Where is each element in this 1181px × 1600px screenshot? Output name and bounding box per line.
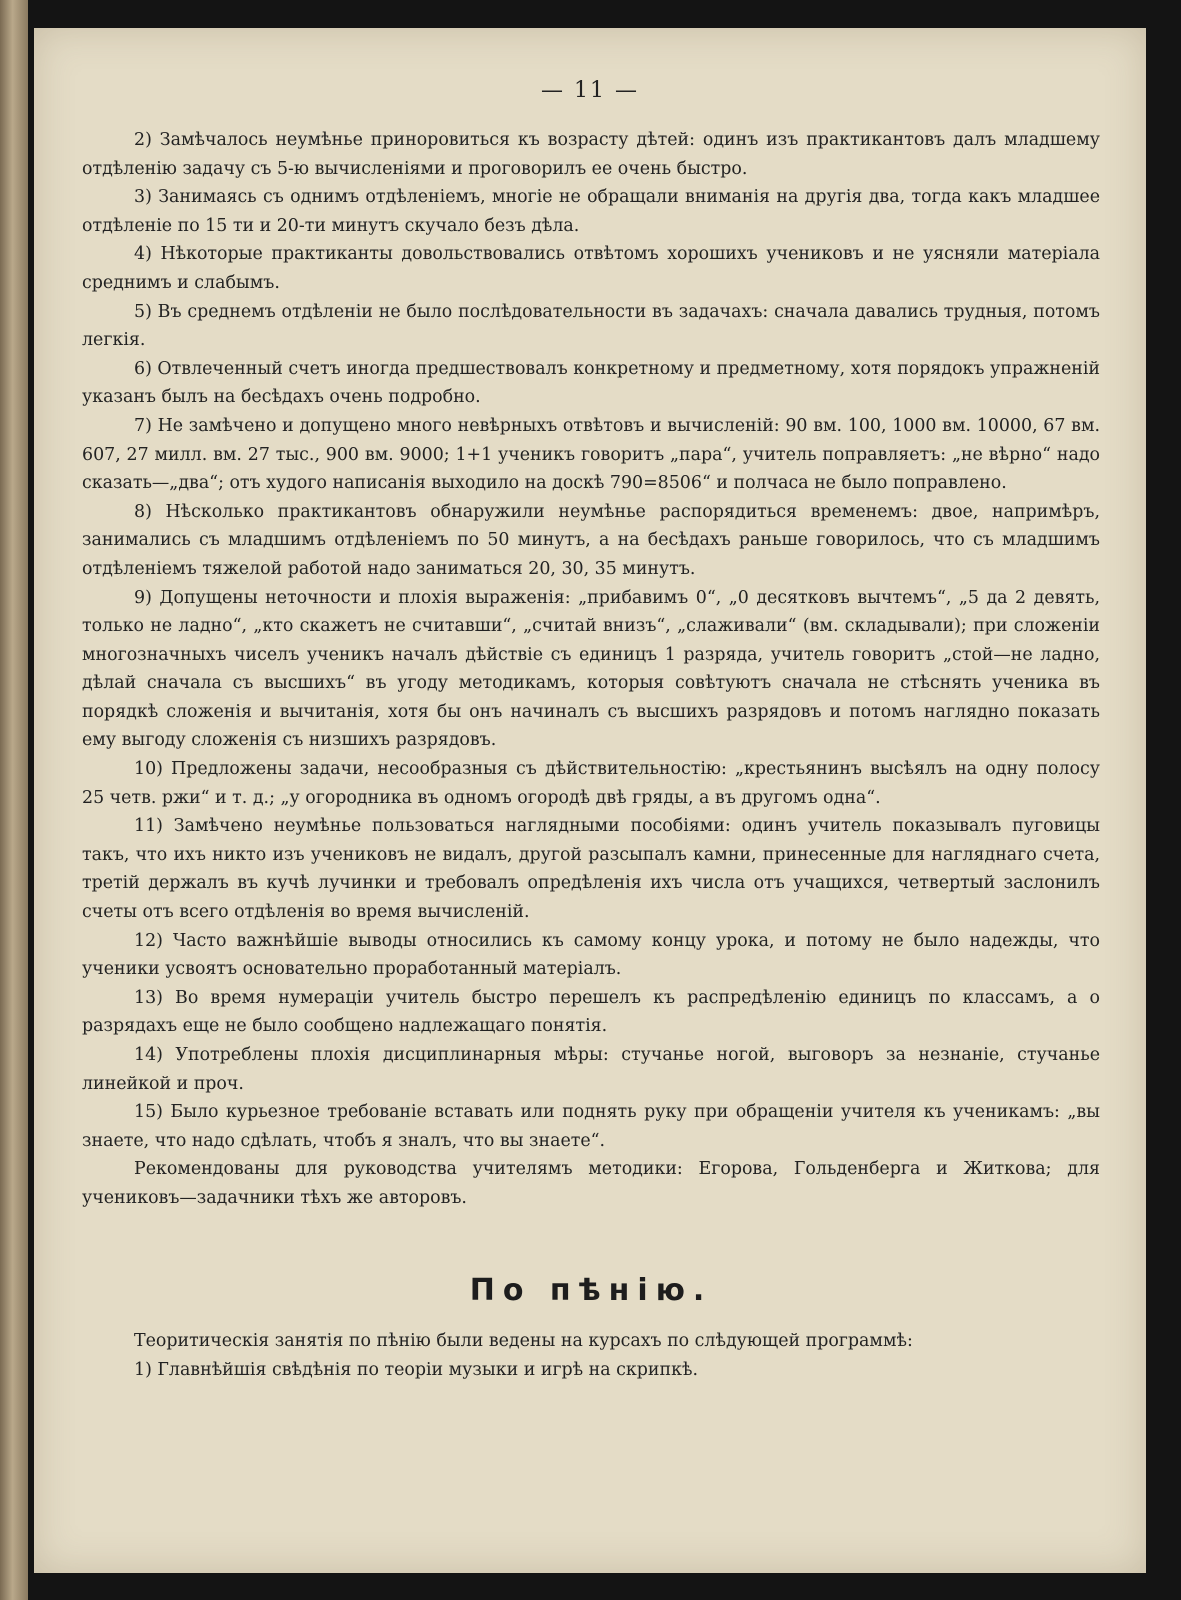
paragraph-7: 7) Не замѣчено и допущено много невѣрныхъ отвѣтовъ и вычисленій: 90 вм. 100, 1000 вм. 10000, 67 вм. 607, 27 милл. вм. 27 тыс., 900 вм. 9000; 1+1 ученикъ говоритъ „пара“, учитель поправляетъ: „не вѣрно“ надо сказать—„два“; отъ худого написанія выходило на доскѣ 790=8506“ и полчаса не было поправлено. — [82, 415, 1100, 494]
paragraph-recommendations: Рекомендованы для руководства учителямъ методики: Егорова, Гольденберга и Житкова; для учениковъ—задачники тѣхъ же авторовъ. — [82, 1159, 1100, 1208]
paragraph-5: 5) Въ среднемъ отдѣленіи не было послѣдовательности въ задачахъ: сначала давались трудныя, потомъ легкія. — [82, 301, 1100, 351]
section-title: По пѣнію. — [469, 1272, 713, 1308]
paragraph-13: 13) Во время нумераціи учитель быстро перешелъ къ распредѣленію единицъ по классамъ, а о разрядахъ еще не было сообщено надлежащаго понятія. — [82, 987, 1100, 1037]
page-number: — 11 — — [541, 78, 639, 103]
paragraph-2: 2) Замѣчалось неумѣнье приноровиться къ возрасту дѣтей: одинъ изъ практикантовъ далъ младшему отдѣленію задачу съ 5-ю вычисленіями и проговорилъ ее очень быстро. — [82, 130, 1100, 179]
paragraph-12: 12) Часто важнѣйшіе выводы относились къ самому концу урока, и потому не было надежды, что ученики усвоятъ основательно проработанный матеріалъ. — [82, 930, 1100, 980]
paragraph-14: 14) Употреблены плохія дисциплинарныя мѣры: стучанье ногой, выговоръ за незнаніе, стучанье линейкой и проч. — [82, 1045, 1100, 1094]
paragraph-4: 4) Нѣкоторые практиканты довольствовались отвѣтомъ хорошихъ учениковъ и не уясняли матеріала среднимъ и слабымъ. — [82, 244, 1100, 293]
paragraph-8: 8) Нѣсколько практикантовъ обнаружили неумѣнье распорядиться временемъ: двое, напримѣръ, занимались съ младшимъ отдѣленіемъ по 50 минутъ, а на бесѣдахъ раньше говорилось, что съ младшимъ отдѣленіемъ тяжелой работой надо заниматься 20, 30, 35 минутъ. — [82, 501, 1100, 579]
paragraph-6: 6) Отвлеченный счетъ иногда предшествовалъ конкретному и предметному, хотя порядокъ упражненій указанъ былъ на бесѣдахъ очень подробно. — [82, 358, 1100, 408]
body-text — [82, 126, 1100, 1384]
left-page-edge — [0, 0, 28, 1600]
section-intro: Теоритическія занятія по пѣнію были ведены на курсахъ по слѣдующей программѣ: — [134, 1331, 913, 1352]
paragraph-3: 3) Занимаясь съ однимъ отдѣленіемъ, многіе не обращали вниманія на другія два, тогда какъ младшее отдѣленіе по 15 ти и 20-ти минутъ скучало безъ дѣла. — [82, 187, 1100, 236]
paragraph-15: 15) Было курьезное требованіе вставать или поднять руку при обращеніи учителя къ ученикамъ: „вы знаете, что надо сдѣлать, чтобъ я зналъ, что вы знаете“. — [82, 1102, 1100, 1151]
paragraph-11: 11) Замѣчено неумѣнье пользоваться наглядными пособіями: одинъ учитель показывалъ пуговицы такъ, что ихъ никто изъ учениковъ не видалъ, другой разсыпалъ камни, принесенные для нагляднаго счета, третій держалъ въ кучѣ лучинки и требовалъ опредѣленія ихъ числа отъ учащихся, четвертый заслонилъ счеты отъ всего отдѣленія во время вычисленій. — [82, 816, 1100, 923]
paragraph-10: 10) Предложены задачи, несообразныя съ дѣйствительностію: „крестьянинъ высѣялъ на одну полосу 25 четв. ржи“ и т. д.; „у огородника въ одномъ огородѣ двѣ гряды, а въ другомъ одна“. — [82, 759, 1100, 808]
document-page — [34, 28, 1146, 1573]
section-item-1: 1) Главнѣйшія свѣдѣнія по теоріи музыки и игрѣ на скрипкѣ. — [134, 1359, 698, 1380]
paragraph-9: 9) Допущены неточности и плохія выраженія: „прибавимъ 0“, „0 десятковъ вычтемъ“, „5 да 2 девять, только не ладно“, „кто скажетъ не считавши“, „считай внизъ“, „слаживали“ (вм. складывали); при сложеніи многозначныхъ чиселъ ученикъ началъ дѣйствіе съ единицъ 1 разряда, учитель говоритъ „стой—не ладно, дѣлай сначала съ высшихъ“ въ угоду методикамъ, которыя совѣтуютъ сначала не стѣснять ученика въ порядкѣ сложенія и вычитанія, хотя бы онъ начиналъ съ высшихъ разрядовъ и потомъ наглядно показать ему выгоду сложенія съ низшихъ разрядовъ. — [82, 587, 1100, 751]
